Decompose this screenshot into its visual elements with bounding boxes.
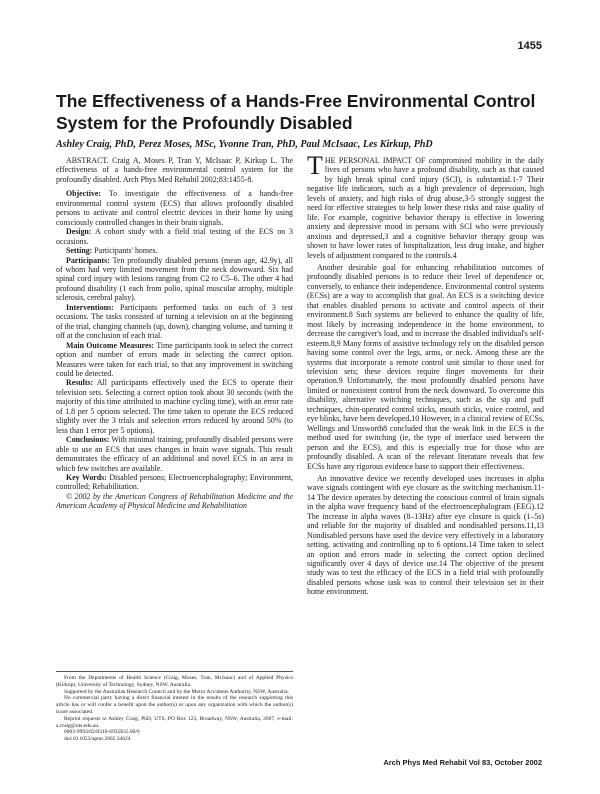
abstract-objective — [56, 189, 293, 227]
footnote-affiliation: From the Departments of Health Science (Craig, Moses, Tran, McIsaac) and of Applied Physics (Kirkup), University of Technology, Sydney, NSW, Australia. — [56, 675, 293, 688]
lead-in: HE PERSONAL IMPACT OF — [324, 156, 426, 165]
body-column — [307, 151, 544, 597]
footnote-doi: doi:10.1053/apmr.2002.34624 — [64, 736, 131, 743]
body-paragraph-1 — [307, 151, 544, 260]
objective-label: Objective: — [66, 189, 102, 199]
conclusions-text: With minimal training, profoundly disabled persons were able to use an ECS that uses changes in brain wave signals. This result demonstrates the efficacy of an additional and novel ECS in an area in which few switches are available. — [56, 435, 293, 473]
outcome-label: Main Outcome Measures: — [66, 340, 155, 350]
abstract-setting — [56, 246, 293, 255]
abstract-conclusions — [56, 435, 293, 473]
drop-cap: T — [307, 151, 323, 180]
design-label: Design: — [66, 227, 92, 237]
setting-text: Participants' homes. — [94, 246, 158, 256]
results-label: Results: — [66, 378, 94, 388]
article-title: The Effectiveness of a Hands-Free Environmental Control System for the Profoundly Disabled — [56, 91, 536, 133]
interventions-label: Interventions: — [66, 302, 114, 312]
abstract-design — [56, 227, 293, 246]
abstract-citation: ABSTRACT. Craig A, Moses P, Tran Y, McIsaac P, Kirkup L. The effectiveness of a hands-free environmental control system for the profoundly disabled. Arch Phys Med Rehabil 2002;83:1455-8. — [56, 156, 293, 184]
conclusions-label: Conclusions: — [66, 435, 110, 445]
body-paragraph-3: An innovative device we recently developed uses increases in alpha wave signals contingent with eye closure as the switching mechanism.11-14 The device operates by detecting the conscious control of brain signals in the alpha wave frequency band of the electroencephalogram (EEG).12 The increase in alpha waves (8–13Hz) after eye closure is quick (1–5s) and reliable for the majority of disabled and nondisabled persons.11,13 Nondisabled persons have used the device very effectively in a laboratory setting, activating and controlling up to 6 options.14 Time taken to select an option and errors made in selecting the correct option declined significantly over 4 days of device use.14 The objective of the present study was to test the efficacy of the ECS in a field trial with profoundly disabled persons whose task was to control their television set in their home environment. — [307, 473, 544, 597]
results-text: All participants effectively used the ECS to operate their television sets. Selecting a correct option took about 30 seconds (with the majority of this time attributed to machine cycling time), with an error rate of 1.8 per 5 options selected. The time taken to operate the ECS reduced slightly over the 3 trials and selection errors reduced by around 50% (to less than 1 error per 5 options). — [56, 378, 293, 435]
participants-label: Participants: — [66, 255, 110, 265]
body-paragraph-2: Another desirable goal for enhancing rehabilitation outcomes of profoundly disabled persons is to reduce their level of dependence or, conversely, to enhance their independence. Environmental control systems (ECSs) are a way to accomplish that goal. An ECS is a switching device that enables disabled persons to activate and control aspects of their environment.8 Such systems are believed to enhance the quality of life, most likely by increasing independence in the home environment, to decrease the caregiver's load, and to increase the disabled individual's self-esteem.8,9 Many forms of assistive technology rely on the disabled person having some control over the legs, arms, or neck. Among these are the systems that incorporate a remote control unit similar to those used for television sets; these devices require finger movements for their operation.9 Unfortunately, the most profoundly disabled persons have limited or nonexistent control from the neck downward. To overcome this disability, alternative switching techniques, such as the sip and puff techniques, chin-operated control sticks, mouth sticks, voice control, and eye blinks, have been developed.10 However, in a clinical review of ECSs, Wellings and Unsworth8 concluded that the weak link in the ECS is the method used for switching (ie, the type of interface used between the person and the ECS), and this is especially true for those who are profoundly disabled. A scan of the relevant literature reveals that few ECSs have any rigorous evidence base to support their effectiveness. — [307, 262, 544, 471]
footnote-conflict: No commercial party having a direct financial interest in the results of the research supporting this article has or will confer a benefit upon the author(s) or upon any organization with which the author(s) is/are associated. — [56, 695, 293, 715]
objective-text: To investigate the effectiveness of a hands-free environmental control system (ECS) that allows profoundly disabled persons to activate and control electric devices in their home by using consciously controlled changes in their brain signals. — [56, 189, 293, 227]
keywords-label: Key Words: — [66, 472, 107, 482]
footnote-divider — [56, 671, 293, 672]
outcome-text: Time participants took to select the correct option and number of errors made in selecting the correct option. Measures were taken for each trial, so that any improvement in switching could be detected. — [56, 340, 293, 378]
abstract-interventions — [56, 303, 293, 341]
footnote-support: Supported by the Australian Research Council and by the Motor Accidents Authority, NSW, Australia. — [64, 688, 289, 695]
abstract-column — [56, 156, 293, 511]
footnotes — [56, 671, 293, 743]
page-number: 1455 — [517, 40, 542, 52]
footnote-issn: 0003-9993/02/8310-6935$35.00/0 — [64, 729, 140, 736]
interventions-text: Participants performed tasks on each of 3 test occasions. The tasks consisted of turning a television on at the beginning of the trial, changing channels (up, down), changing volume, and turning it off at the conclusion of each trial. — [56, 302, 293, 341]
abstract-participants — [56, 256, 293, 303]
design-text: A cohort study with a field trial testing of the ECS on 3 occasions. — [56, 227, 293, 246]
setting-label: Setting: — [66, 246, 93, 256]
copyright-notice: © 2002 by the American Congress of Rehabilitation Medicine and the American Academy of Physical Medicine and Rehabilitation — [56, 491, 293, 511]
footnote-reprints: Reprint requests to Ashley Craig, PhD, UTS, PO Box 123, Broadway, NSW, Australia, 2007, e-mail: a.craig@uts.edu.au. — [56, 715, 293, 729]
abstract-outcome — [56, 341, 293, 379]
keywords-text: Disabled persons; Electroencephalography; Environment, controlled; Rehabilitation. — [56, 472, 293, 492]
abstract-results — [56, 378, 293, 435]
abstract-keywords — [56, 473, 293, 492]
journal-footer: Arch Phys Med Rehabil Vol 83, October 2002 — [383, 758, 542, 767]
paragraph-1-text: compromised mobility in the daily lives of persons who have a profound disability, such as that caused by high break spinal cord injury (SCI), is substantial.1-7 Their negative life indicators, such as a high prevalence of depression, high levels of anxiety, and high risks of drug abuse,3-5 strongly suggest the need for effective strategies to help lower these risks and raise quality of life. For example, cognitive behavior therapy is effective in lowering anxiety and depressive mood in persons with SCI who were previously anxious and depressed,3 and a cognitive behavior therapy group was shown to have lower rates of hospitalization, less drug intake, and higher levels of adjustment compared to the controls.4 — [307, 156, 544, 260]
author-list: Ashley Craig, PhD, Perez Moses, MSc, Yvonne Tran, PhD, Paul McIsaac, Les Kirkup, PhD — [56, 139, 433, 150]
participants-text: Ten profoundly disabled persons (mean age, 42.9y), all of whom had very limited movement from the neck downward. Six had spinal cord injury with lesions ranging from C2 to C5–6. The other 4 had profound disability (1 each from polio, spinal muscular atrophy, multiple sclerosis, cerebral palsy). — [56, 255, 293, 303]
